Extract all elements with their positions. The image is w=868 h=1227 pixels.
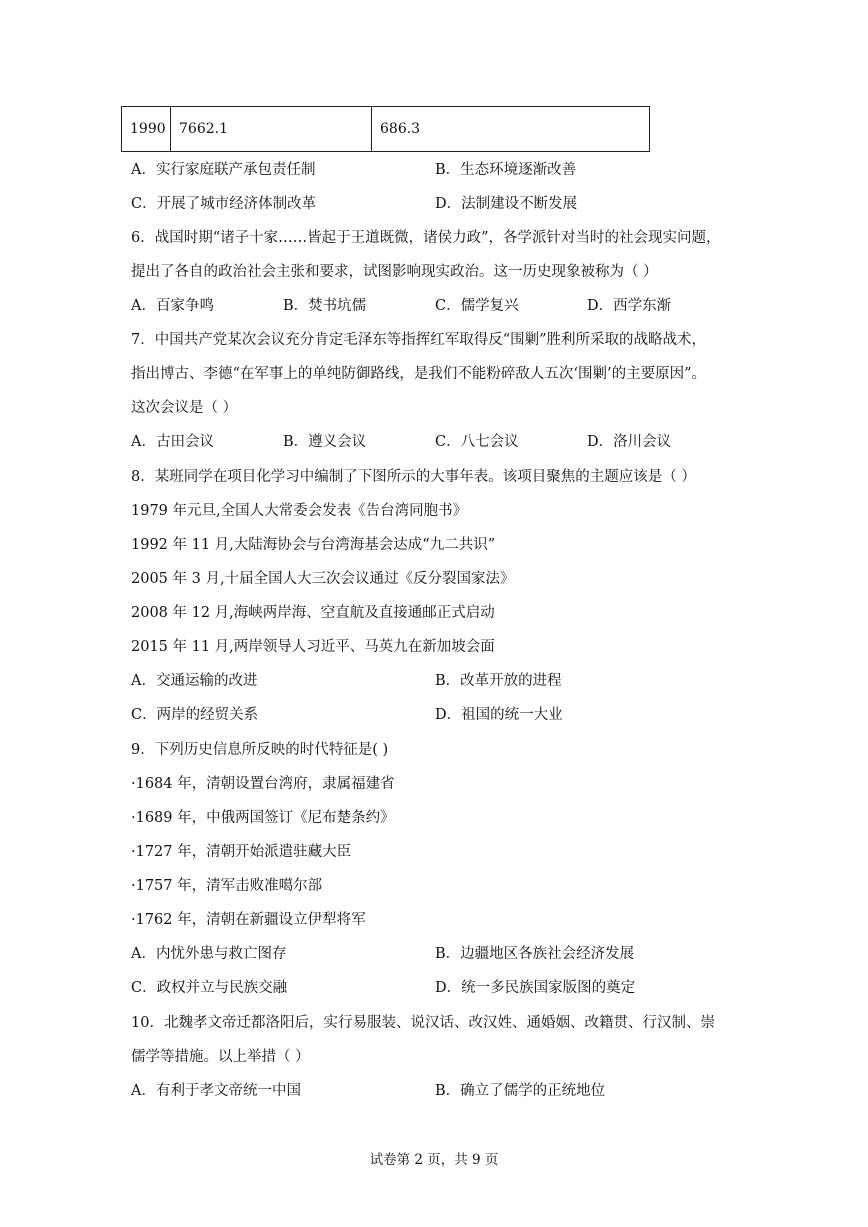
q8-option-a: A．交通运输的改进	[131, 673, 258, 689]
table-row	[122, 107, 650, 152]
q9-stem: 9．下列历史信息所反映的时代特征是( )	[131, 742, 389, 758]
q6-option-c: C．儒学复兴	[435, 298, 519, 314]
table-cell-year: 1990	[122, 107, 171, 152]
q6-option-d: D．西学东渐	[587, 298, 672, 314]
q8-timeline-item: 1979 年元旦,全国人大常委会发表《告台湾同胞书》	[131, 503, 468, 519]
q5-option-c: C．开展了城市经济体制改革	[131, 196, 317, 212]
table-cell-value-2: 686.3	[372, 107, 650, 152]
q10-stem-line-2: 儒学等措施。以上举措（ ）	[131, 1049, 310, 1065]
q8-timeline-item: 2005 年 3 月,十届全国人大三次会议通过《反分裂国家法》	[131, 571, 515, 587]
q7-stem-line-1: 7．中国共产党某次会议充分肯定毛泽东等指挥红军取得反“围剿”胜利所采取的战略战术，	[131, 332, 707, 348]
data-table	[121, 106, 650, 152]
q9-option-c: C．政权并立与民族交融	[131, 980, 288, 996]
q8-stem: 8．某班同学在项目化学习中编制了下图所示的大事年表。该项目聚焦的主题应该是（ ）	[131, 469, 696, 485]
q5-option-b: B．生态环境逐渐改善	[435, 162, 577, 178]
q9-event-item: ·1689 年，中俄两国签订《尼布楚条约》	[131, 810, 395, 826]
q7-option-a: A．古田会议	[131, 434, 214, 450]
q7-option-c: C．八七会议	[435, 434, 519, 450]
q7-stem-line-3: 这次会议是（ ）	[131, 400, 238, 416]
q5-option-a: A．实行家庭联产承包责任制	[131, 162, 316, 178]
q8-timeline-item: 2015 年 11 月,两岸领导人习近平、马英九在新加坡会面	[131, 639, 495, 655]
q8-option-d: D．祖国的统一大业	[435, 707, 563, 723]
q8-timeline-item: 2008 年 12 月,海峡两岸海、空直航及直接通邮正式启动	[131, 605, 495, 621]
q9-option-d: D．统一多民族国家版图的奠定	[435, 980, 636, 996]
q9-event-item: ·1684 年，清朝设置台湾府，隶属福建省	[131, 776, 395, 792]
q9-event-item: ·1762 年，清朝在新疆设立伊犁将军	[131, 912, 366, 928]
q9-option-a: A．内忧外患与救亡图存	[131, 946, 287, 962]
q9-event-item: ·1757 年，清军击败准噶尔部	[131, 878, 323, 894]
q9-option-b: B．边疆地区各族社会经济发展	[435, 946, 635, 962]
q6-option-a: A．百家争鸣	[131, 298, 214, 314]
q8-option-b: B．改革开放的进程	[435, 673, 562, 689]
q10-option-a: A．有利于孝文帝统一中国	[131, 1083, 301, 1099]
q7-option-d: D．洛川会议	[587, 434, 672, 450]
q9-event-item: ·1727 年，清朝开始派遣驻藏大臣	[131, 844, 352, 860]
q10-option-b: B．确立了儒学的正统地位	[435, 1083, 606, 1099]
page-footer: 试卷第 2 页，共 9 页	[369, 1152, 499, 1168]
q7-option-b: B．遵义会议	[283, 434, 367, 450]
q8-timeline-item: 1992 年 11 月,大陆海协会与台湾海基会达成“九二共识”	[131, 537, 496, 553]
q6-option-b: B．焚书坑儒	[283, 298, 367, 314]
q7-stem-line-2: 指出博古、李德“在军事上的单纯防御路线，是我们不能粉碎敌人五次‘围剿’的主要原因”。	[131, 366, 707, 382]
q10-stem-line-1: 10．北魏孝文帝迁都洛阳后，实行易服装、说汉话、改汉姓、通婚姻、改籍贯、行汉制、崇	[131, 1015, 715, 1031]
table-cell-value-1: 7662.1	[171, 107, 372, 152]
q6-stem-line-1: 6．战国时期“诸子十家……皆起于王道既微，诸侯力政”，各学派针对当时的社会现实问题，	[131, 230, 721, 246]
q5-option-d: D．法制建设不断发展	[435, 196, 578, 212]
q6-stem-line-2: 提出了各自的政治社会主张和要求，试图影响现实政治。这一历史现象被称为（ ）	[131, 264, 658, 280]
q8-option-c: C．两岸的经贸关系	[131, 707, 259, 723]
